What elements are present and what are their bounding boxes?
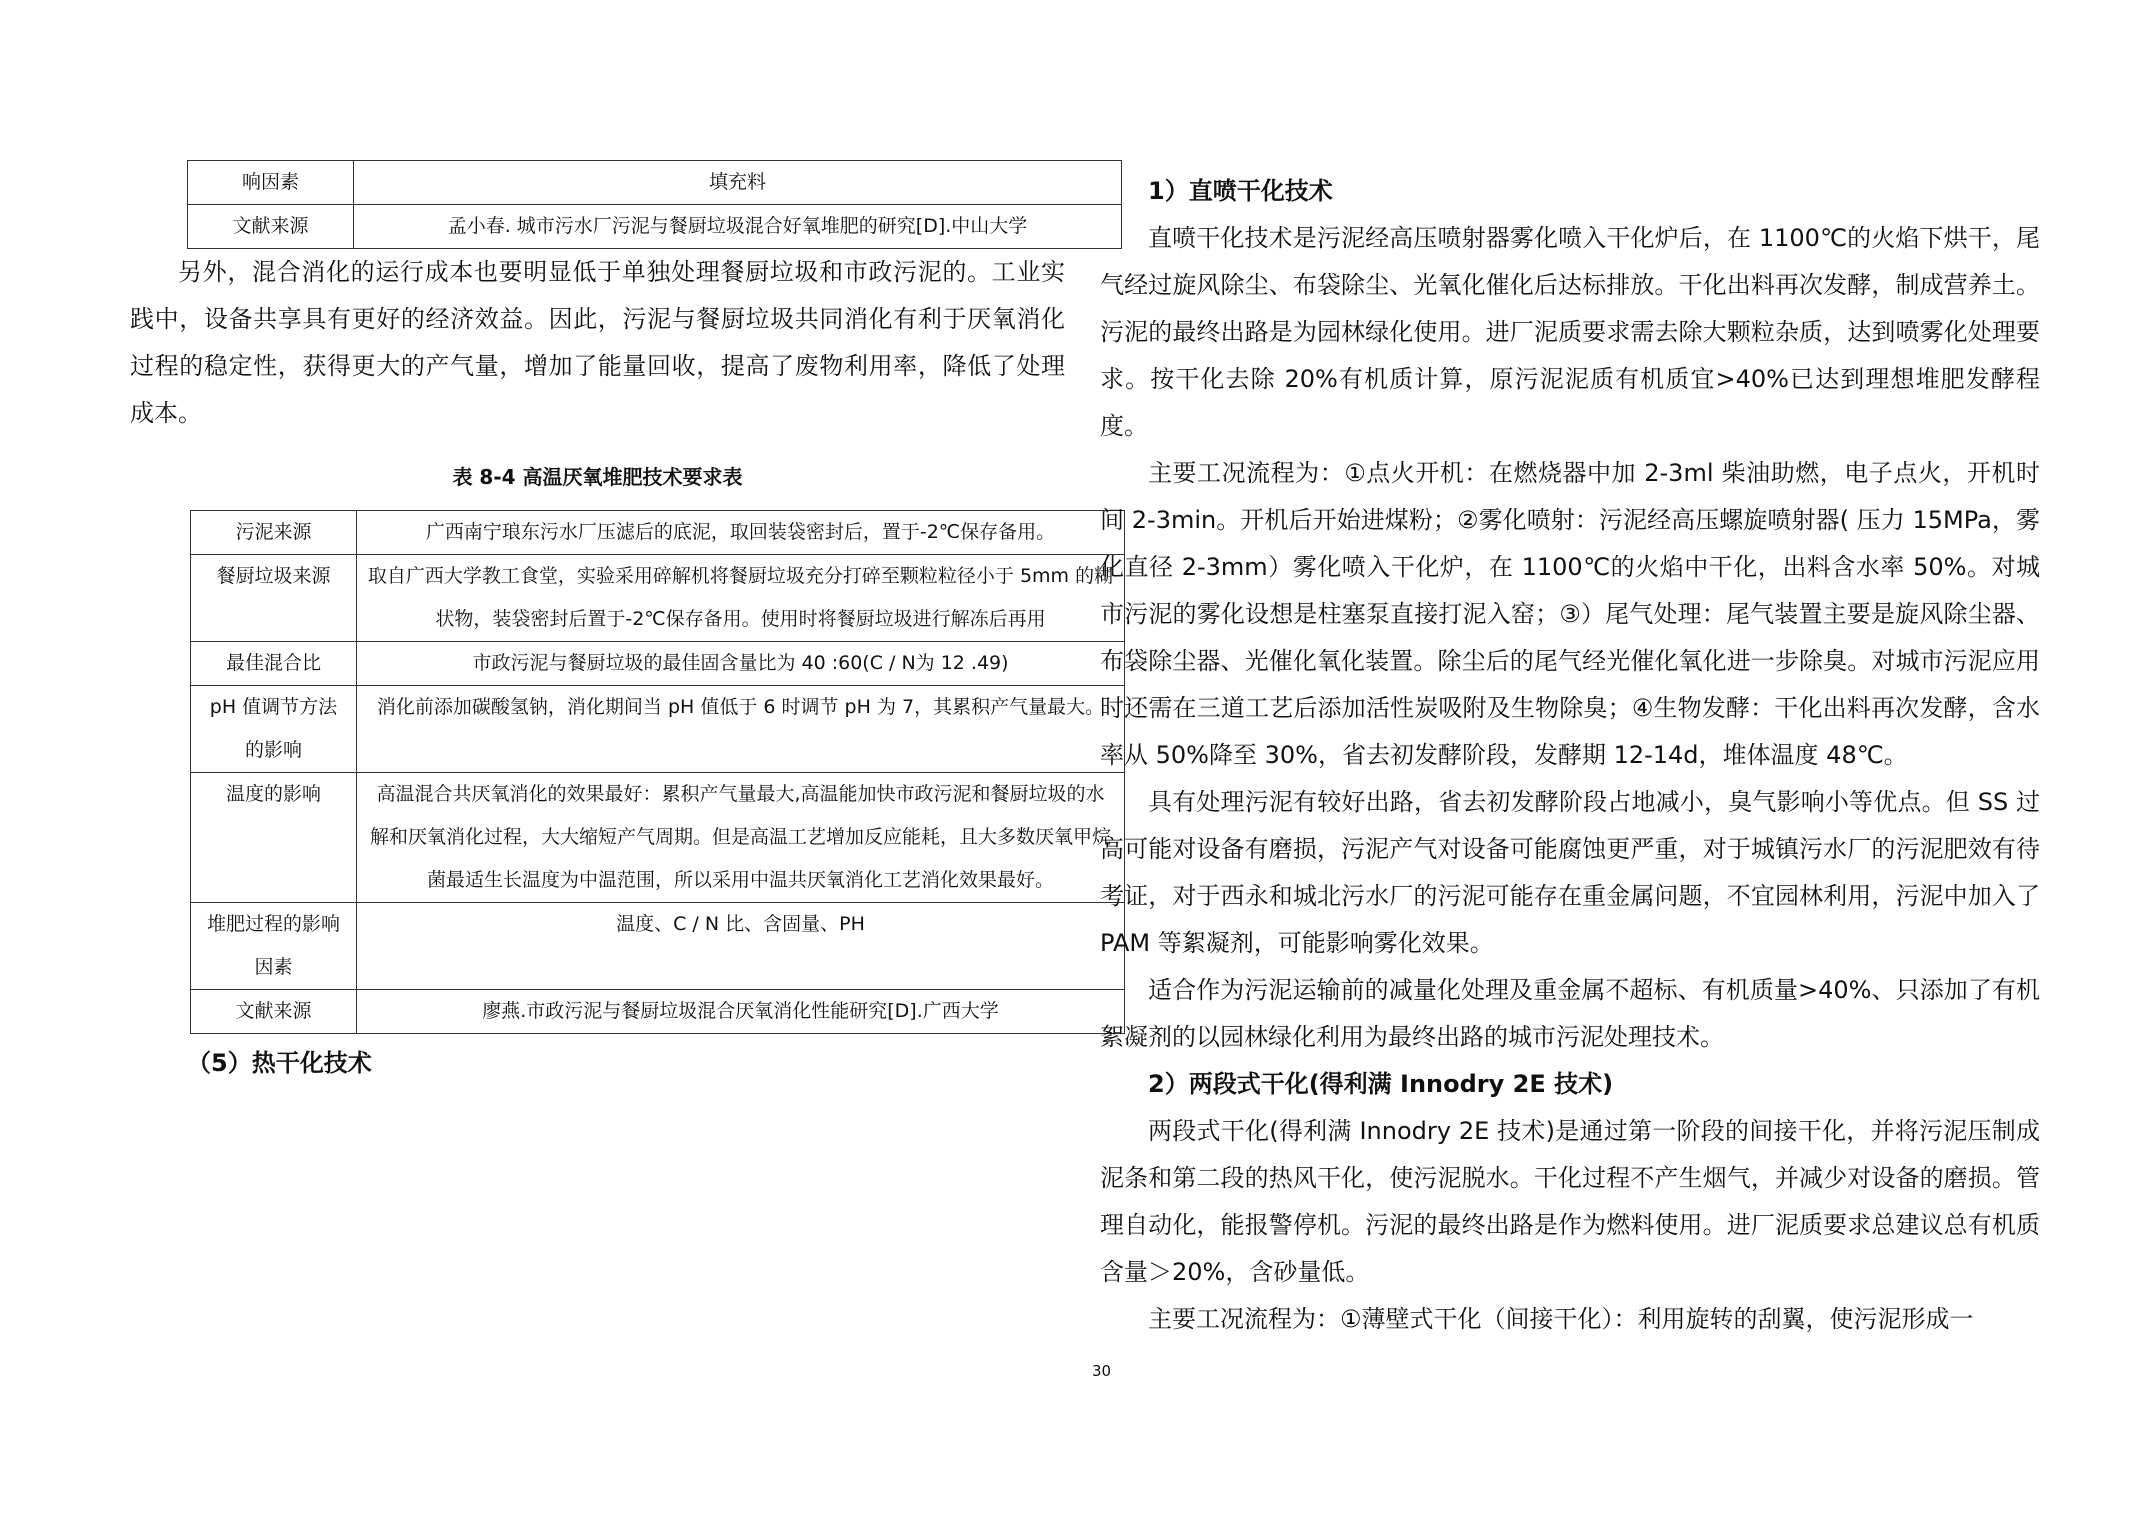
- table-row: [188, 161, 1122, 205]
- table-key-cell: 最佳混合比: [191, 642, 357, 686]
- section-heading: （5）热干化技术: [187, 1049, 372, 1077]
- table-row: [191, 990, 1125, 1034]
- table-value-cell: 取自广西大学教工食堂，实验采用碎解机将餐厨垃圾充分打碎至颗粒粒径小于 5mm 的糊状物，装袋密封后置于-2℃保存备用。使用时将餐厨垃圾进行解冻后再用: [357, 555, 1125, 642]
- table-caption: 表 8-4 高温厌氧堆肥技术要求表: [452, 465, 743, 489]
- body-paragraph: 直喷干化技术是污泥经高压喷射器雾化喷入干化炉后，在 1100℃的火焰下烘干，尾气经过旋风除尘、布袋除尘、光氧化催化后达标排放。干化出料再次发酵，制成营养土。污泥的最终出路是为园林绿化使用。进厂泥质要求需去除大颗粒杂质，达到喷雾化处理要求。按干化去除 20%有机质计算，原污泥泥质有机质宜>40%已达到理想堆肥发酵程度。: [1100, 224, 2040, 440]
- table-value-cell: 市政污泥与餐厨垃圾的最佳固含量比为 40 :60(C / N为 12 .49): [357, 642, 1125, 686]
- table-row: [191, 773, 1125, 903]
- body-paragraph: 主要工况流程为：①薄壁式干化（间接干化）：利用旋转的刮翼，使污泥形成一: [1148, 1305, 1974, 1333]
- right-column: [1100, 168, 2040, 1343]
- table-key-cell: 响因素: [188, 161, 354, 205]
- table-row: [191, 903, 1125, 990]
- table-value-cell: 广西南宁琅东污水厂压滤后的底泥，取回装袋密封后，置于-2℃保存备用。: [357, 511, 1125, 555]
- table-key-cell: 文献来源: [191, 990, 357, 1034]
- table-key-cell: 温度的影响: [191, 773, 357, 903]
- table-value-cell: 孟小春. 城市污水厂污泥与餐厨垃圾混合好氧堆肥的研究[D].中山大学: [354, 205, 1122, 249]
- body-paragraph: 具有处理污泥有较好出路，省去初发酵阶段占地减小，臭气影响小等优点。但 SS 过高可能对设备有磨损，污泥产气对设备可能腐蚀更严重，对于城镇污水厂的污泥肥效有待考证，对于西永和城北污水厂的污泥可能存在重金属问题，不宜园林利用，污泥中加入了 PAM 等絮凝剂，可能影响雾化效果。: [1100, 788, 2040, 957]
- continued-table: [187, 160, 1122, 249]
- subsection-heading: 2）两段式干化(得利满 Innodry 2E 技术): [1148, 1070, 1614, 1098]
- body-paragraph: 另外，混合消化的运行成本也要明显低于单独处理餐厨垃圾和市政污泥的。工业实践中，设备共享具有更好的经济效益。因此，污泥与餐厨垃圾共同消化有利于厌氧消化过程的稳定性，获得更大的产气量，增加了能量回收，提高了废物利用率，降低了处理成本。: [130, 258, 1065, 427]
- table-value-cell: 消化前添加碳酸氢钠，消化期间当 pH 值低于 6 时调节 pH 为 7，其累积产气量最大。: [357, 686, 1125, 773]
- left-column: [130, 160, 1114, 1087]
- table-row: [191, 555, 1125, 642]
- body-paragraph: 两段式干化(得利满 Innodry 2E 技术)是通过第一阶段的间接干化，并将污泥压制成泥条和第二段的热风干化，使污泥脱水。干化过程不产生烟气，并减少对设备的磨损。管理自动化，能报警停机。污泥的最终出路是作为燃料使用。进厂泥质要求总建议总有机质含量＞20%，含砂量低。: [1100, 1117, 2040, 1286]
- body-paragraph: 适合作为污泥运输前的减量化处理及重金属不超标、有机质量>40%、只添加了有机絮凝剂的以园林绿化利用为最终出路的城市污泥处理技术。: [1100, 976, 2040, 1051]
- page-number: 30: [1092, 1362, 1112, 1380]
- body-paragraph: 主要工况流程为：①点火开机：在燃烧器中加 2-3ml 柴油助燃，电子点火，开机时间 2-3min。开机后开始进煤粉；②雾化喷射：污泥经高压螺旋喷射器( 压力 15MPa，雾化直径 2-3mm）雾化喷入干化炉，在 1100℃的火焰中干化，出料含水率 50%。对城市污泥的雾化设想是柱塞泵直接打泥入窑；③）尾气处理：尾气装置主要是旋风除尘器、布袋除尘器、光催化氧化装置。除尘后的尾气经光催化氧化进一步除臭。对城市污泥应用时还需在三道工艺后添加活性炭吸附及生物除臭；④生物发酵：干化出料再次发酵，含水率从 50%降至 30%，省去初发酵阶段，发酵期 12-14d，堆体温度 48℃。: [1100, 459, 2040, 769]
- table-key-cell: 文献来源: [188, 205, 354, 249]
- table-value-cell: 填充料: [354, 161, 1122, 205]
- table-value-cell: 廖燕.市政污泥与餐厨垃圾混合厌氧消化性能研究[D].广西大学: [357, 990, 1125, 1034]
- table-key-cell: pH 值调节方法的影响: [191, 686, 357, 773]
- table-key-cell: 堆肥过程的影响因素: [191, 903, 357, 990]
- table-row: [191, 642, 1125, 686]
- table-key-cell: 污泥来源: [191, 511, 357, 555]
- table-value-cell: 高温混合共厌氧消化的效果最好：累积产气量最大,高温能加快市政污泥和餐厨垃圾的水解和厌氧消化过程，大大缩短产气周期。但是高温工艺增加反应能耗，且大多数厌氧甲烷菌最适生长温度为中温范围，所以采用中温共厌氧消化工艺消化效果最好。: [357, 773, 1125, 903]
- table-key-cell: 餐厨垃圾来源: [191, 555, 357, 642]
- table-value-cell: 温度、C / N 比、含固量、PH: [357, 903, 1125, 990]
- subsection-heading: 1）直喷干化技术: [1148, 177, 1333, 205]
- requirements-table: [190, 510, 1125, 1034]
- table-row: [191, 686, 1125, 773]
- table-row: [191, 511, 1125, 555]
- table-row: [188, 205, 1122, 249]
